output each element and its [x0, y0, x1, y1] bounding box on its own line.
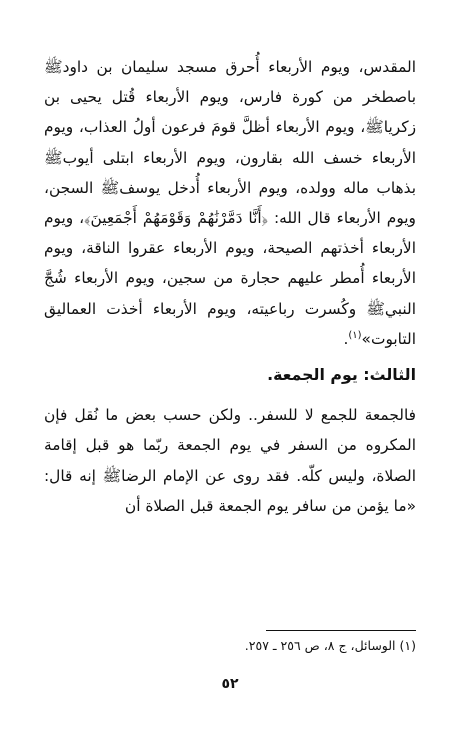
page-number: ٥٢ — [221, 676, 239, 692]
paragraph-1-end: . — [343, 329, 349, 348]
paragraph-2: فالجمعة للجمع لا للسفر.. ولكن حسب بعض ما نُقل فإن المكروه من السفر في يوم الجمعة ربّما هو قبل إقامة الصلاة، وليس كلّه. فقد روى عن الإمام الرضاﷺ إنه قال: «ما يؤمن من سافر يوم الجمعة قبل الصلاة أن — [44, 406, 416, 515]
section-heading: الثالث: يوم الجمعة. — [267, 365, 416, 385]
main-text — [44, 52, 416, 521]
footnote-marker: (١) — [348, 329, 362, 341]
footnote-divider — [266, 630, 416, 631]
paragraph-1-text: المقدس، ويوم الأربعاء أُحرق مسجد سليمان بن داودﷺ باصطخر من كورة فارس، ويوم الأربعاء قُتل يحيى بن زكرياﷺ، ويوم الأربعاء أظلَّ قومَ فرعون أولُ العذاب، ويوم الأربعاء خسف الله بقارون، ويوم الأربعاء ابتلى أيوبﷺ بذهاب ماله وولده، ويوم الأربعاء أُدخل يوسفﷺ السجن، ويوم الأربعاء قال الله: ﴿أَنَّا دَمَّرْنَٰهُمْ وَقَوْمَهُمْ أَجْمَعِينَ﴾، ويوم الأربعاء أخذتهم الصيحة، ويوم الأربعاء عقروا الناقة، ويوم الأربعاء أُمطر عليهم حجارة من سجين، ويوم الأربعاء شُجَّ النبيﷺ وكُسرت رباعيته، ويوم الأربعاء أخذت العماليق التابوت» — [44, 58, 416, 348]
footnote: (١) الوسائل، ج ٨، ص ٢٥٦ ـ ٢٥٧. — [244, 638, 416, 653]
paragraph-1 — [44, 52, 416, 354]
